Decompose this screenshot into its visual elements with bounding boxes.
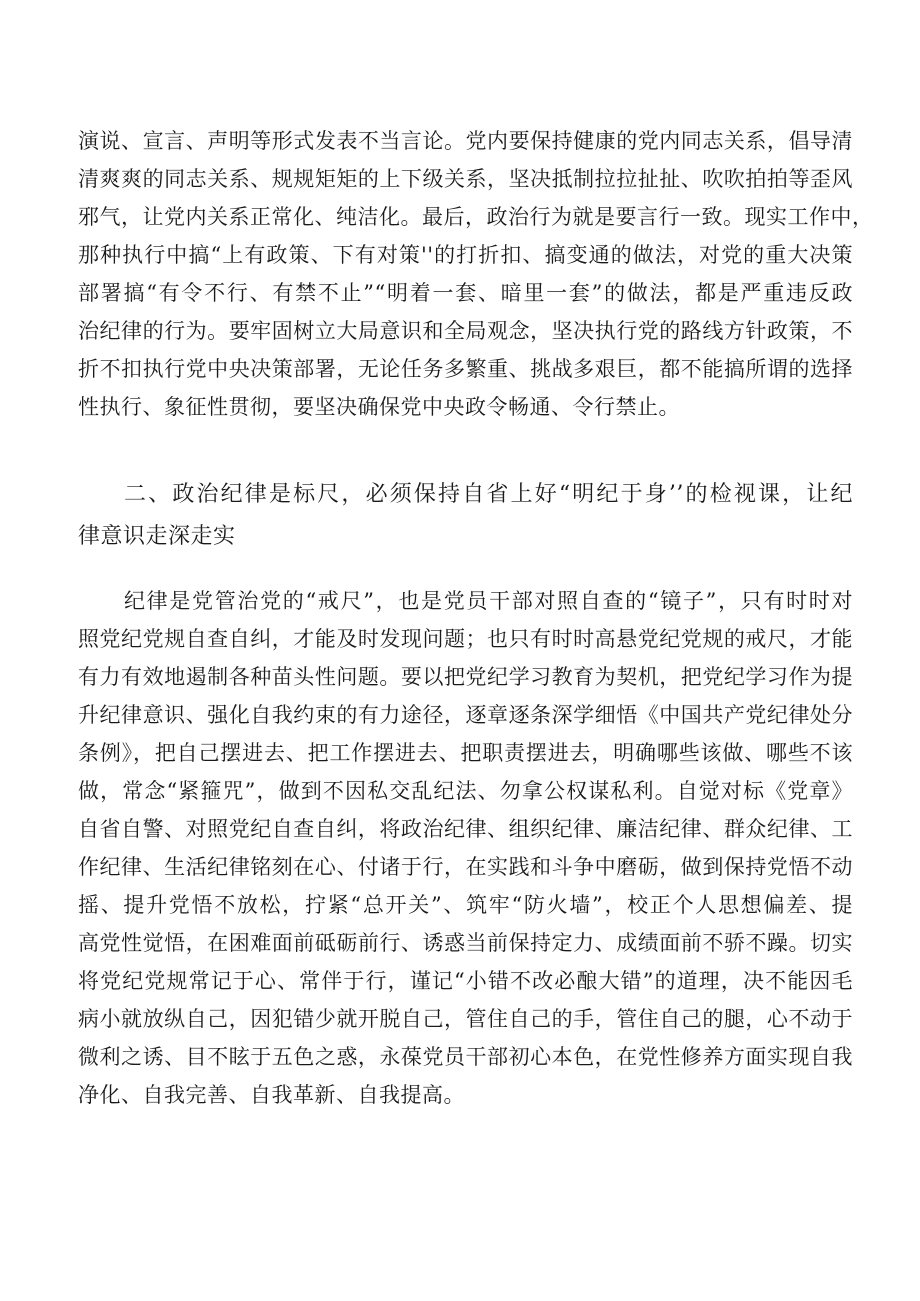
text-line: 作纪律、生活纪律铭刻在心、付诸于行，在实践和斗争中磨砺，做到保持党悟不动	[78, 855, 853, 879]
text-line: 演说、宣言、声明等形式发表不当言论。党内要保持健康的党内同志关系，倡导清	[78, 129, 853, 153]
heading-line: 二、政治纪律是标尺，必须保持自省上好“明纪于身’’的检视课，让纪	[124, 482, 853, 507]
text-line: 将党纪党规常记于心、常伴于行，谨记“小错不改必酿大错”的道理，决不能因毛	[78, 969, 853, 993]
text-line: 条例》，把自己摆进去、把工作摆进去、把职责摆进去，明确哪些该做、哪些不该	[78, 741, 853, 765]
paragraph-political-conduct	[78, 122, 874, 426]
section-heading-2	[78, 474, 853, 558]
heading-line: 律意识走深走实	[78, 524, 236, 549]
text-line: 那种执行中搞“上有政策、下有对策''的打折扣、搞变通的做法，对党的重大决策	[78, 243, 853, 267]
text-line: 微利之诱、目不眩于五色之惑，永葆党员干部初心本色，在党性修养方面实现自我	[78, 1045, 853, 1069]
text-line: 升纪律意识、强化自我约束的有力途径，逐章逐条深学细悟《中国共产党纪律处分	[78, 703, 853, 727]
text-line: 摇、提升党悟不放松，拧紧“总开关”、筑牢“防火墙”，校正个人思想偏差、提	[78, 893, 853, 917]
text-line: 治纪律的行为。要牢固树立大局意识和全局观念，坚决执行党的路线方针政策，不	[78, 319, 853, 343]
text-line: 纪律是党管治党的“戒尺”，也是党员干部对照自查的“镜子”，只有时时对	[124, 589, 853, 613]
text-line: 高党性觉悟，在困难面前砥砺前行、诱惑当前保持定力、成绩面前不骄不躁。切实	[78, 931, 853, 955]
text-line: 有力有效地遏制各种苗头性问题。要以把党纪学习教育为契机，把党纪学习作为提	[78, 665, 853, 689]
text-line: 自省自警、对照党纪自查自纠，将政治纪律、组织纪律、廉洁纪律、群众纪律、工	[78, 817, 853, 841]
text-line: 清爽爽的同志关系、规规矩矩的上下级关系，坚决抵制拉拉扯扯、吹吹拍拍等歪风	[78, 167, 853, 191]
text-line: 净化、自我完善、自我革新、自我提高。	[78, 1083, 465, 1107]
paragraph-discipline-ruler	[78, 582, 853, 1114]
text-line: 照党纪党规自查自纠，才能及时发现问题；也只有时时高悬党纪党规的戒尺，才能	[78, 627, 853, 651]
text-line: 折不扣执行党中央决策部署，无论任务多繁重、挑战多艰巨，都不能搞所谓的选择	[78, 357, 853, 381]
text-line: 性执行、象征性贯彻，要坚决确保党中央政令畅通、令行禁止。	[78, 395, 680, 419]
text-line: 邪气，让党内关系正常化、纯洁化。最后，政治行为就是要言行一致。现实工作中，	[78, 205, 874, 229]
text-line: 做，常念“紧箍咒”，做到不因私交乱纪法、勿拿公权谋私利。自觉对标《党章》	[78, 779, 853, 803]
text-line: 病小就放纵自己，因犯错少就开脱自己，管住自己的手，管住自己的腿，心不动于	[78, 1007, 853, 1031]
text-line: 部署搞“有令不行、有禁不止”“明着一套、暗里一套”的做法，都是严重违反政	[78, 281, 853, 305]
